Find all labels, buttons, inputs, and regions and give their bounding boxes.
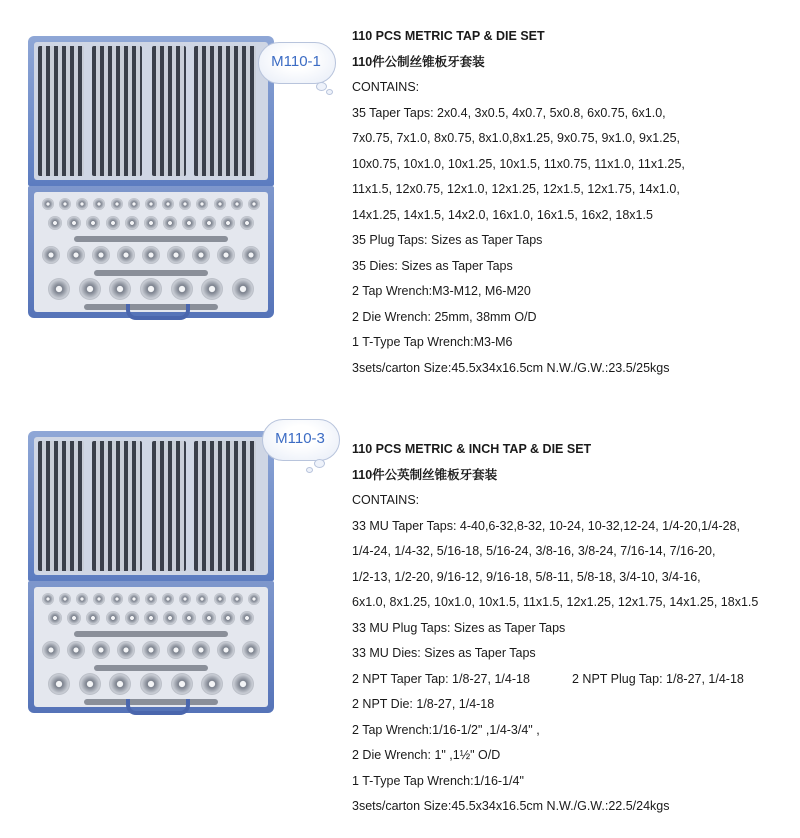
product-m110-1 — [0, 0, 800, 400]
case-carry-handle — [126, 699, 190, 715]
model-number: M110-1 — [271, 53, 321, 70]
spec-line: 2 Tap Wrench:1/16-1/2" ,1/4-3/4" , — [352, 722, 540, 737]
tap-die-case-photo — [28, 36, 274, 328]
spec-line: 11x1.5, 12x0.75, 12x1.0, 12x1.25, 12x1.5, 12x1.75, 14x1.0, — [352, 182, 680, 196]
tap-die-case-photo — [28, 431, 274, 726]
case-tray — [28, 581, 274, 713]
case-lid — [28, 431, 274, 581]
spec-line: 7x0.75, 7x1.0, 8x0.75, 8x1.0,8x1.25, 9x0.75, 9x1.0, 9x1.25, — [352, 131, 681, 145]
spec-line: 1/2-13, 1/2-20, 9/16-12, 9/16-18, 5/8-11, 5/8-18, 3/4-10, 3/4-16, — [352, 569, 701, 584]
case-tray — [28, 186, 274, 318]
spec-line: 1 T-Type Tap Wrench:1/16-1/4" — [352, 773, 524, 788]
spec-line: 35 Plug Taps: Sizes as Taper Taps — [352, 233, 543, 247]
spec-line: 2 NPT Die: 1/8-27, 1/4-18 — [352, 697, 495, 711]
model-number: M110-3 — [275, 430, 325, 447]
product-description — [352, 436, 758, 820]
spec-line: 2 Die Wrench: 1" ,1½" O/D — [352, 748, 501, 762]
spec-line: 33 MU Plug Taps: Sizes as Taper Taps — [352, 620, 566, 635]
packing-line: 3sets/carton Size:45.5x34x16.5cm N.W./G.W.:22.5/24kgs — [352, 799, 670, 813]
spec-line: 6x1.0, 8x1.25, 10x1.0, 10x1.5, 11x1.5, 12x1.25, 12x1.75, 14x1.25, 18x1.5 — [352, 595, 759, 609]
product-title: 110 PCS METRIC TAP & DIE SET — [352, 29, 545, 43]
model-callout — [262, 419, 342, 473]
contains-label: CONTAINS: — [352, 493, 420, 507]
case-carry-handle — [126, 304, 190, 320]
npt-tap-line — [352, 667, 758, 693]
spec-line: 2 Die Wrench: 25mm, 38mm O/D — [352, 309, 537, 324]
spec-line: 1/4-24, 1/4-32, 5/16-18, 5/16-24, 3/8-16, 3/8-24, 7/16-14, 7/16-20, — [352, 544, 716, 558]
packing-line: 3sets/carton Size:45.5x34x16.5cm N.W./G.W.:23.5/25kgs — [352, 360, 670, 375]
npt-taper-tap: 2 NPT Taper Tap: 1/8-27, 1/4-18 — [352, 671, 530, 686]
spec-line: 35 Taper Taps: 2x0.4, 3x0.5, 4x0.7, 5x0.8, 6x0.75, 6x1.0, — [352, 105, 666, 120]
model-callout — [258, 42, 338, 96]
npt-plug-tap: 2 NPT Plug Tap: 1/8-27, 1/4-18 — [572, 671, 744, 686]
spec-line: 1 T-Type Tap Wrench:M3-M6 — [352, 335, 513, 349]
product-m110-3 — [0, 405, 800, 838]
spec-line: 2 Tap Wrench:M3-M12, M6-M20 — [352, 284, 531, 298]
spec-line: 33 MU Taper Taps: 4-40,6-32,8-32, 10-24, 10-32,12-24, 1/4-20,1/4-28, — [352, 518, 740, 533]
spec-line: 14x1.25, 14x1.5, 14x2.0, 16x1.0, 16x1.5, 16x2, 18x1.5 — [352, 207, 653, 222]
product-title: 110 PCS METRIC & INCH TAP & DIE SET — [352, 442, 592, 456]
product-title-chinese: 110件公英制丝锥板牙套装 — [352, 468, 498, 482]
spec-line: 35 Dies: Sizes as Taper Taps — [352, 258, 513, 273]
contains-label: CONTAINS: — [352, 80, 420, 94]
spec-line: 33 MU Dies: Sizes as Taper Taps — [352, 646, 536, 660]
case-lid — [28, 36, 274, 186]
product-title-chinese: 110件公制丝锥板牙套装 — [352, 55, 485, 69]
spec-line: 10x0.75, 10x1.0, 10x1.25, 10x1.5, 11x0.75, 11x1.0, 11x1.25, — [352, 156, 685, 171]
product-description — [352, 23, 685, 381]
